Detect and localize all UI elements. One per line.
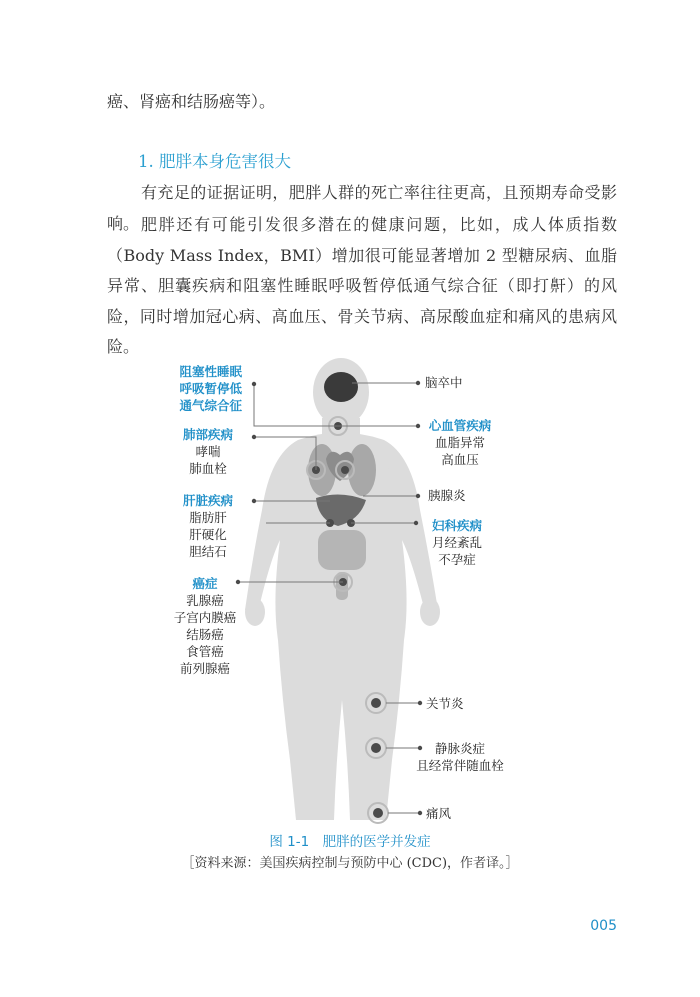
paragraph-1: 有充足的证据证明，肥胖人群的死亡率往往更高，且预期寿命受影响。 <box>107 183 617 233</box>
label-lung-disease: 肺部疾病 哮喘 肺血栓 <box>182 427 233 476</box>
label-liver-disease: 肝脏疾病 脂肪肝 肝硬化 胆结石 <box>182 493 233 559</box>
paragraph-continuation: 癌、肾癌和结肠癌等）。 <box>107 92 276 111</box>
brain-icon <box>324 372 358 402</box>
paragraph-2: 肥胖还有可能引发很多潜在的健康问题，比如，成人体质指数（Body Mass Index，BMI）增加很可能显著增加 2 型糖尿病、血脂异常、胆囊疾病和阻塞性睡眠呼吸暂停低通气综合征（即打鼾）的风险，同时增加冠心病、高血压、骨关节病、高尿酸血症和痛风的患病风险。 <box>107 215 617 356</box>
label-vein-inflammation: 静脉炎症 且经常伴随血栓 <box>416 741 504 773</box>
lung-right-icon <box>348 444 376 496</box>
page-number: 005 <box>590 918 617 934</box>
section-heading: 1. 肥胖本身危害很大 <box>138 152 291 171</box>
label-cancer: 癌症 乳腺癌 子宫内膜癌 结肠癌 食管癌 前列腺癌 <box>173 576 237 676</box>
label-arthritis: 关节炎 <box>426 696 464 711</box>
figure-source: ［资料来源：美国疾病控制与预防中心 (CDC)，作者译。］ <box>181 856 519 871</box>
figure-caption: 图 1-1 肥胖的医学并发症 <box>269 834 431 850</box>
label-pancreatitis: 胰腺炎 <box>428 488 466 503</box>
label-gout: 痛风 <box>426 806 452 821</box>
label-gynecological: 妇科疾病 月经紊乱 不孕症 <box>431 518 482 567</box>
label-stroke: 脑卒中 <box>425 375 463 390</box>
label-cardiovascular: 心血管疾病 血脂异常 高血压 <box>428 418 492 467</box>
label-sleep-apnea: 阻塞性睡眠 呼吸暂停低 通气综合征 <box>179 364 242 413</box>
intestine-icon <box>318 530 366 570</box>
